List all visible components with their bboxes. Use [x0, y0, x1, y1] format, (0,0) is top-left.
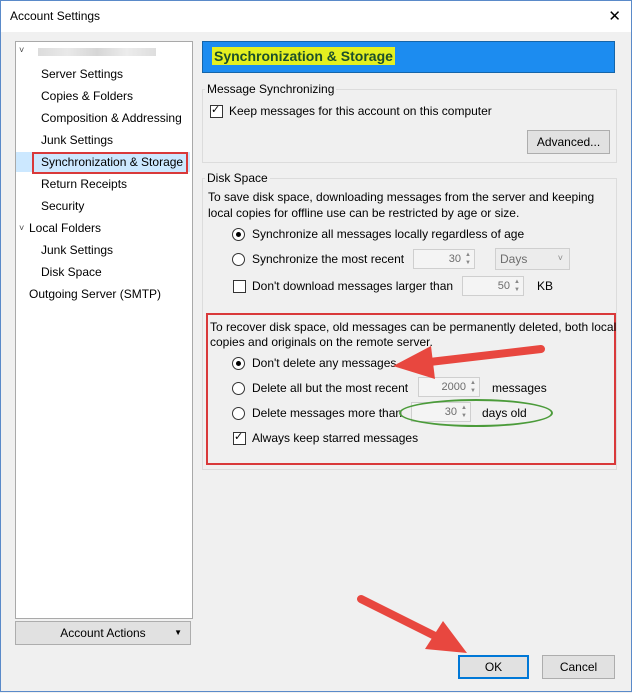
sync-recent-unit: Days	[500, 252, 528, 266]
spinner-arrows-icon: ▲ ▼	[470, 380, 476, 394]
spinner-arrows-icon: ▲ ▼	[461, 405, 467, 419]
chevron-down-icon[interactable]: ˅	[19, 223, 25, 233]
disk-space-desc-line1: To save disk space, downloading messages from the server and keeping	[208, 190, 595, 204]
disk-space-legend: Disk Space	[207, 171, 268, 185]
chevron-down-icon: ˅	[557, 253, 563, 263]
delete-all-but-label: Delete all but the most recent	[252, 381, 409, 395]
close-icon[interactable]: ✕	[608, 8, 621, 25]
sidebar-item-outgoing-server[interactable]: Outgoing Server (SMTP)	[29, 287, 162, 301]
disk-space-desc-line2: local copies for offline use can be restricted by age or size.	[208, 206, 520, 220]
sidebar-item-composition[interactable]: Composition & Addressing	[41, 111, 182, 125]
spinner-arrows-icon: ▲ ▼	[514, 279, 520, 293]
recover-desc-line1: To recover disk space, old messages can be permanently deleted, both local	[210, 320, 617, 334]
ok-button[interactable]: OK	[458, 655, 529, 679]
sync-recent-label: Synchronize the most recent	[252, 252, 405, 266]
keep-messages-label: Keep messages for this account on this computer	[229, 104, 492, 118]
dont-delete-label: Don't delete any messages	[252, 356, 397, 370]
window-title: Account Settings	[10, 9, 101, 23]
arrow-to-ok-button	[361, 599, 467, 653]
annotation-arrows	[1, 1, 632, 693]
delete-all-but-value: 2000	[441, 381, 466, 393]
delete-older-unit: days old	[482, 406, 527, 420]
sidebar-item-security[interactable]: Security	[41, 199, 85, 213]
spinner-arrows-icon: ▲ ▼	[465, 252, 471, 266]
arrow-to-dont-delete	[393, 346, 541, 379]
recover-desc-line2: copies and originals on the remote server.	[210, 335, 433, 349]
delete-older-value: 30	[444, 406, 457, 418]
cancel-button[interactable]: Cancel	[542, 655, 615, 679]
message-sync-legend: Message Synchronizing	[207, 82, 335, 96]
account-actions-label: Account Actions	[60, 626, 146, 640]
chevron-down-icon[interactable]: ˅	[19, 45, 25, 55]
dont-download-unit: KB	[537, 279, 554, 293]
dropdown-caret-icon: ▼	[174, 628, 182, 637]
sidebar-item-local-junk-settings[interactable]: Junk Settings	[41, 243, 114, 257]
sidebar-item-copies-folders[interactable]: Copies & Folders	[41, 89, 134, 103]
sidebar-item-local-folders[interactable]: Local Folders	[29, 221, 102, 235]
panel-title: Synchronization & Storage	[214, 48, 393, 64]
sidebar-item-sync-storage[interactable]: Synchronization & Storage	[16, 152, 190, 172]
sidebar-item-junk-settings[interactable]: Junk Settings	[41, 133, 114, 147]
sidebar-item-server-settings[interactable]: Server Settings	[41, 67, 124, 81]
delete-older-label: Delete messages more than	[252, 406, 403, 420]
sidebar-item-disk-space[interactable]: Disk Space	[41, 265, 102, 279]
keep-starred-label: Always keep starred messages	[252, 431, 419, 445]
sync-recent-value: 30	[448, 253, 461, 265]
delete-all-but-unit: messages	[492, 381, 547, 395]
sync-all-label: Synchronize all messages locally regardless of age	[252, 227, 525, 241]
advanced-button[interactable]: Advanced...	[527, 130, 610, 154]
dont-download-value: 50	[497, 280, 510, 292]
dont-download-label: Don't download messages larger than	[252, 279, 454, 293]
sidebar-item-return-receipts[interactable]: Return Receipts	[41, 177, 128, 191]
